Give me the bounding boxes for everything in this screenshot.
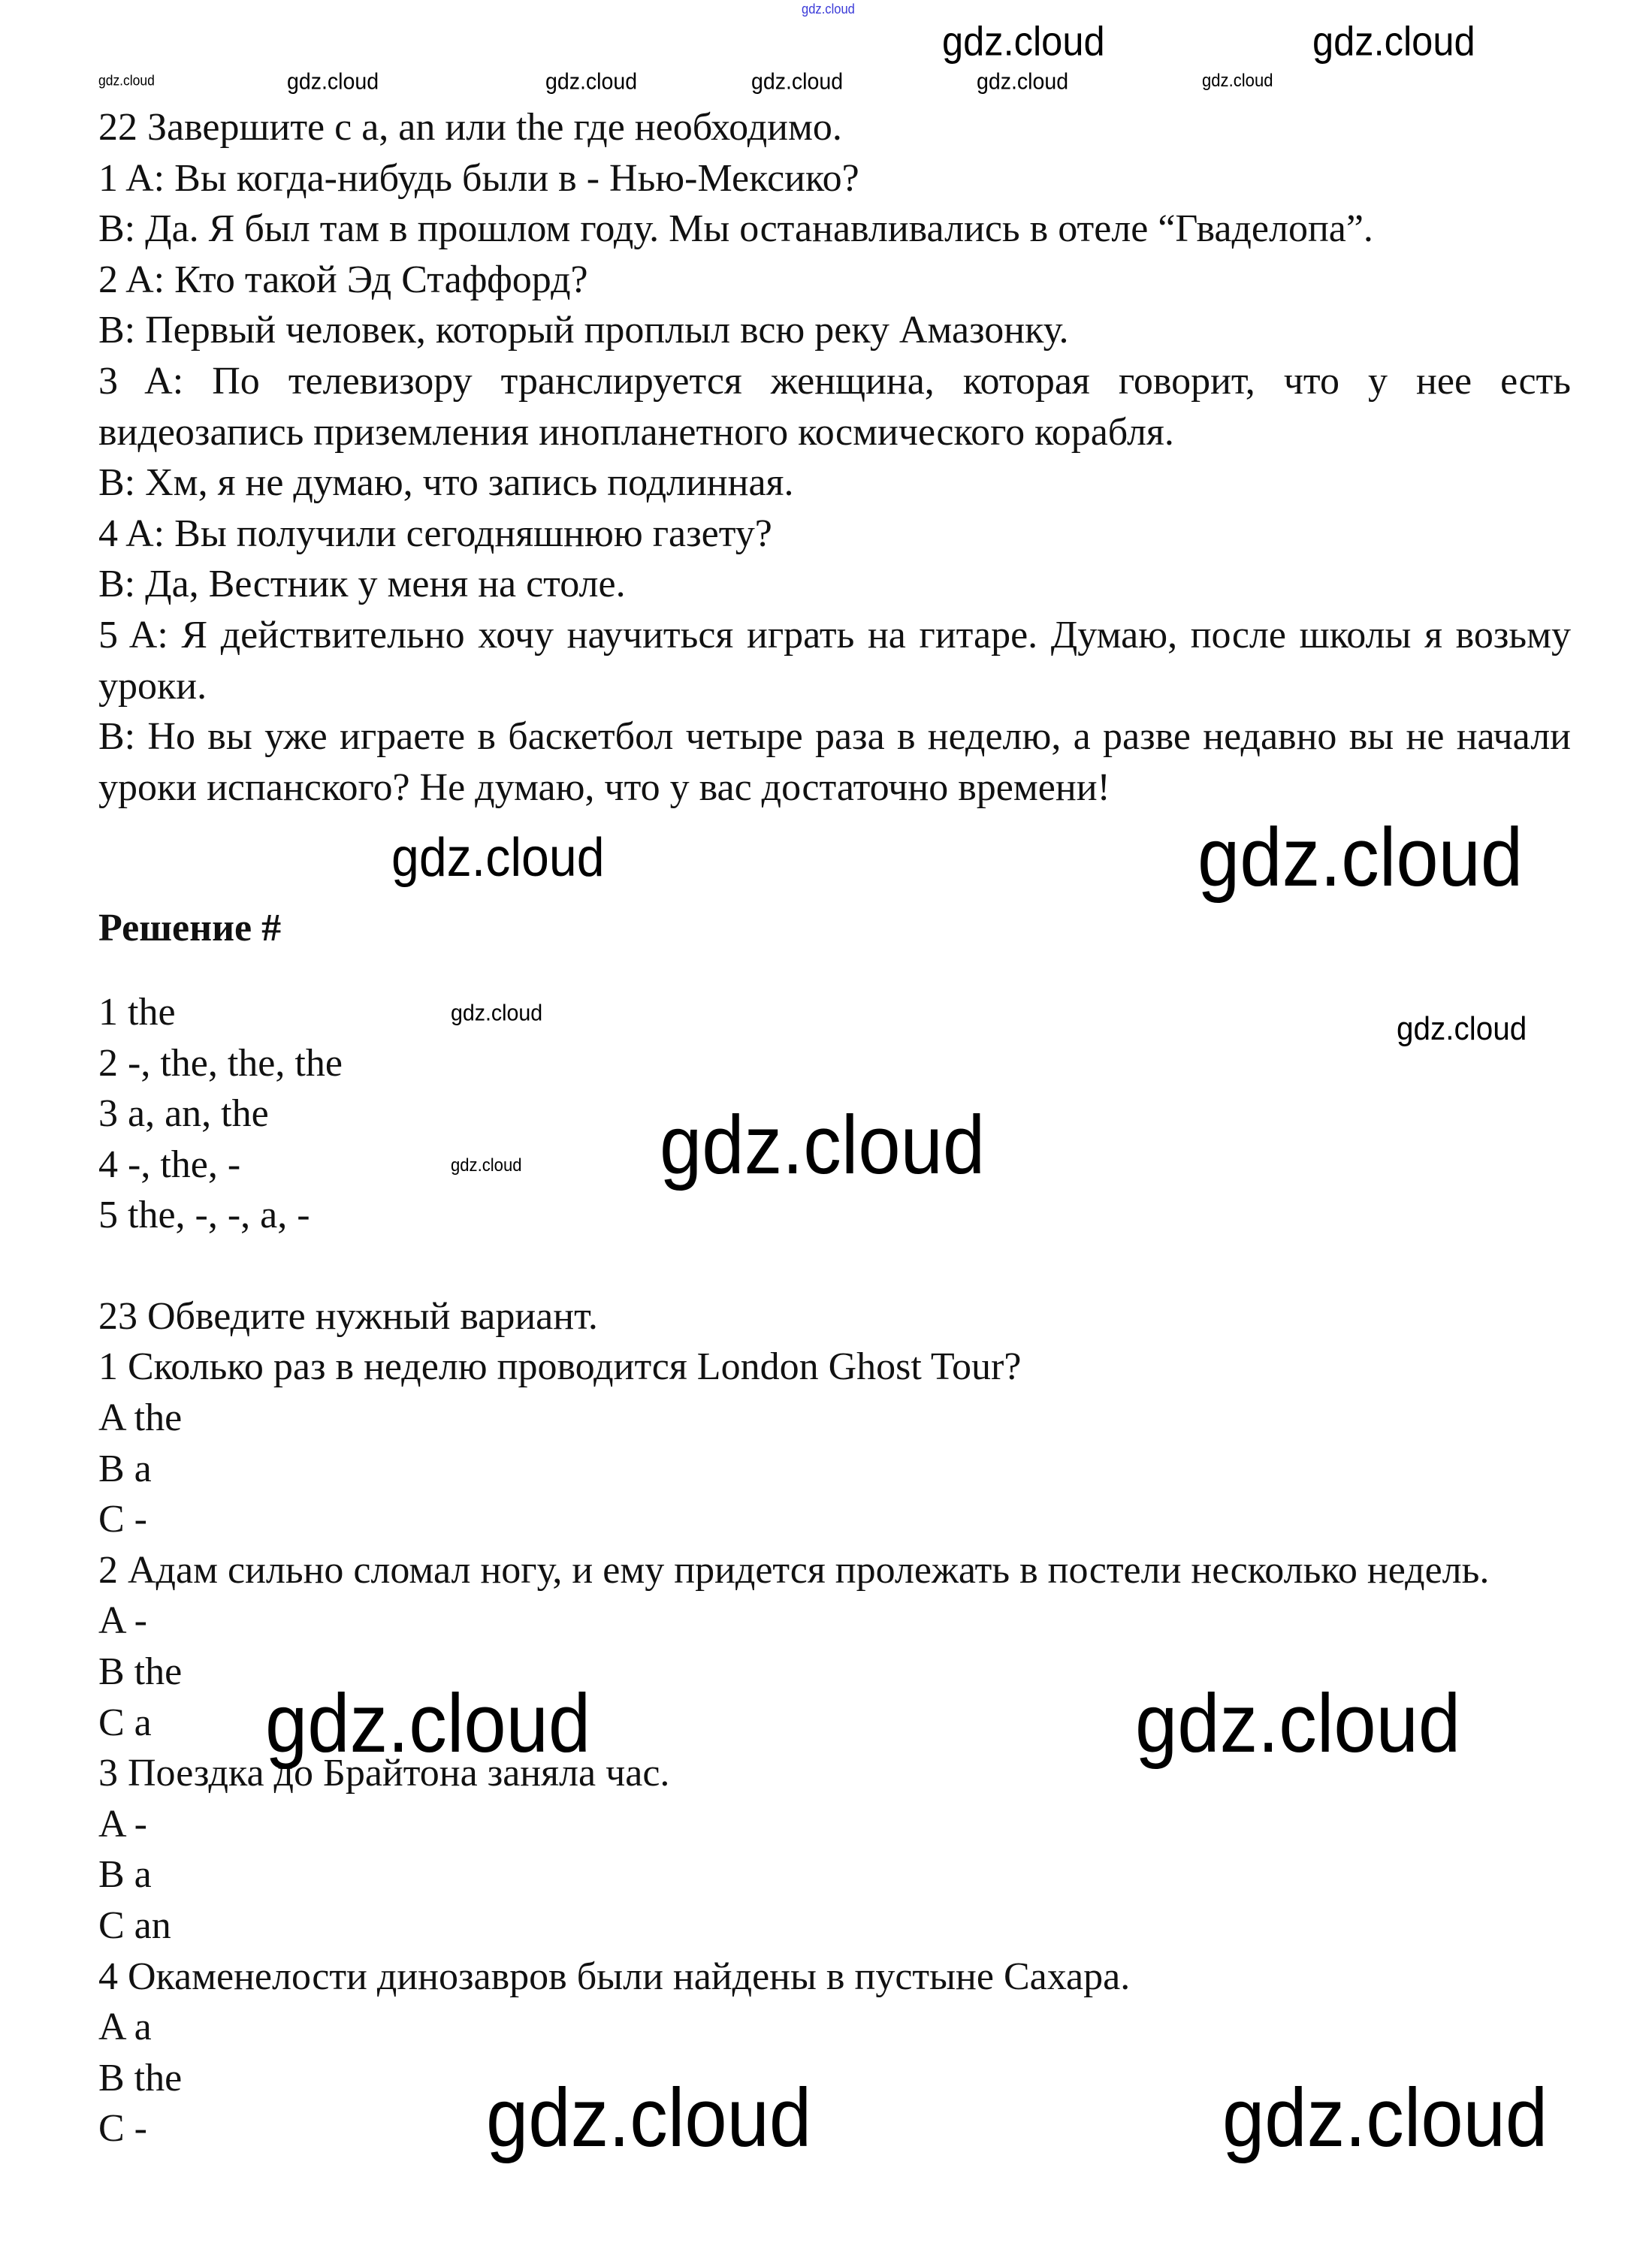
ex22-line: 5 A: Я действительно хочу научиться играть на гитаре. Думаю, после школы я возьму уроки.	[98, 613, 1571, 708]
ex22-line: B: Хм, я не думаю, что запись подлинная.	[98, 461, 794, 505]
exercise-22-title: 22 Завершите с a, an или the где необходимо.	[98, 106, 842, 149]
solution-heading: Решение #	[98, 907, 282, 950]
solution-answer: 4 -, the, -	[98, 1143, 241, 1186]
watermark: gdz.cloud	[287, 68, 379, 95]
ex22-line: B: Да, Вестник у меня на столе.	[98, 563, 626, 606]
solution-answer: 1 the	[98, 990, 176, 1034]
ex23-line: 3 Поездка до Брайтона заняла час.	[98, 1752, 670, 1795]
ex23-line: B the	[98, 2056, 183, 2100]
ex23-line: A the	[98, 1396, 183, 1440]
watermark: gdz.cloud	[98, 73, 155, 89]
watermark: gdz.cloud	[486, 2072, 812, 2164]
ex23-line: B a	[98, 1853, 152, 1897]
watermark: gdz.cloud	[660, 1099, 986, 1191]
ex22-line: 4 A: Вы получили сегодняшнюю газету?	[98, 512, 772, 555]
ex23-line: B a	[98, 1447, 152, 1490]
watermark: gdz.cloud	[1197, 811, 1524, 904]
ex23-line: 2 Адам сильно сломал ногу, и ему придется пролежать в постели несколько недель.	[98, 1548, 1490, 1592]
watermark: gdz.cloud	[977, 68, 1069, 95]
watermark: gdz.cloud	[1222, 2072, 1548, 2164]
watermark: gdz.cloud	[1312, 17, 1475, 65]
watermark: gdz.cloud	[802, 2, 855, 17]
ex23-line: C an	[98, 1904, 171, 1947]
watermark: gdz.cloud	[1135, 1677, 1461, 1770]
watermark: gdz.cloud	[1397, 1010, 1527, 1047]
watermark: gdz.cloud	[451, 1155, 522, 1176]
ex22-line: B: Да. Я был там в прошлом году. Мы останавливались в отеле “Гваделопа”.	[98, 207, 1373, 251]
ex22-line: B: Но вы уже играете в баскетбол четыре раза в неделю, а разве недавно вы не начали уроки испанского? Не думаю, что у вас достаточно времени!	[98, 715, 1571, 809]
watermark: gdz.cloud	[265, 1677, 591, 1770]
ex22-line: 2 A: Кто такой Эд Стаффорд?	[98, 258, 588, 301]
solution-answer: 5 the, -, -, a, -	[98, 1194, 310, 1237]
watermark: gdz.cloud	[391, 828, 605, 888]
ex23-line: C -	[98, 2107, 147, 2151]
ex22-line: B: Первый человек, который проплыл всю реку Амазонку.	[98, 309, 1069, 352]
watermark: gdz.cloud	[751, 68, 844, 95]
watermark: gdz.cloud	[545, 68, 638, 95]
ex23-line: A a	[98, 2006, 152, 2049]
solution-answer: 2 -, the, the, the	[98, 1041, 343, 1085]
exercise-23-title: 23 Обведите нужный вариант.	[98, 1294, 598, 1338]
ex23-line: A -	[98, 1802, 147, 1846]
watermark: gdz.cloud	[942, 17, 1105, 65]
ex23-line: B the	[98, 1650, 183, 1694]
solution-answer: 3 a, an, the	[98, 1092, 269, 1136]
ex23-line: C -	[98, 1498, 147, 1541]
ex23-line: A -	[98, 1599, 147, 1643]
watermark: gdz.cloud	[451, 999, 543, 1026]
ex22-line: 1 A: Вы когда-нибудь были в - Нью-Мексико?	[98, 156, 859, 200]
ex23-line: 4 Окаменелости динозавров были найдены в пустыне Сахара.	[98, 1955, 1131, 1998]
ex22-line: 3 A: По телевизору транслируется женщина, которая говорит, что у нее есть видеозапись приземления инопланетного космического корабля.	[98, 359, 1571, 454]
ex23-line: 1 Сколько раз в неделю проводится London Ghost Tour?	[98, 1345, 1022, 1389]
watermark: gdz.cloud	[1202, 71, 1273, 91]
ex23-line: C a	[98, 1701, 152, 1744]
